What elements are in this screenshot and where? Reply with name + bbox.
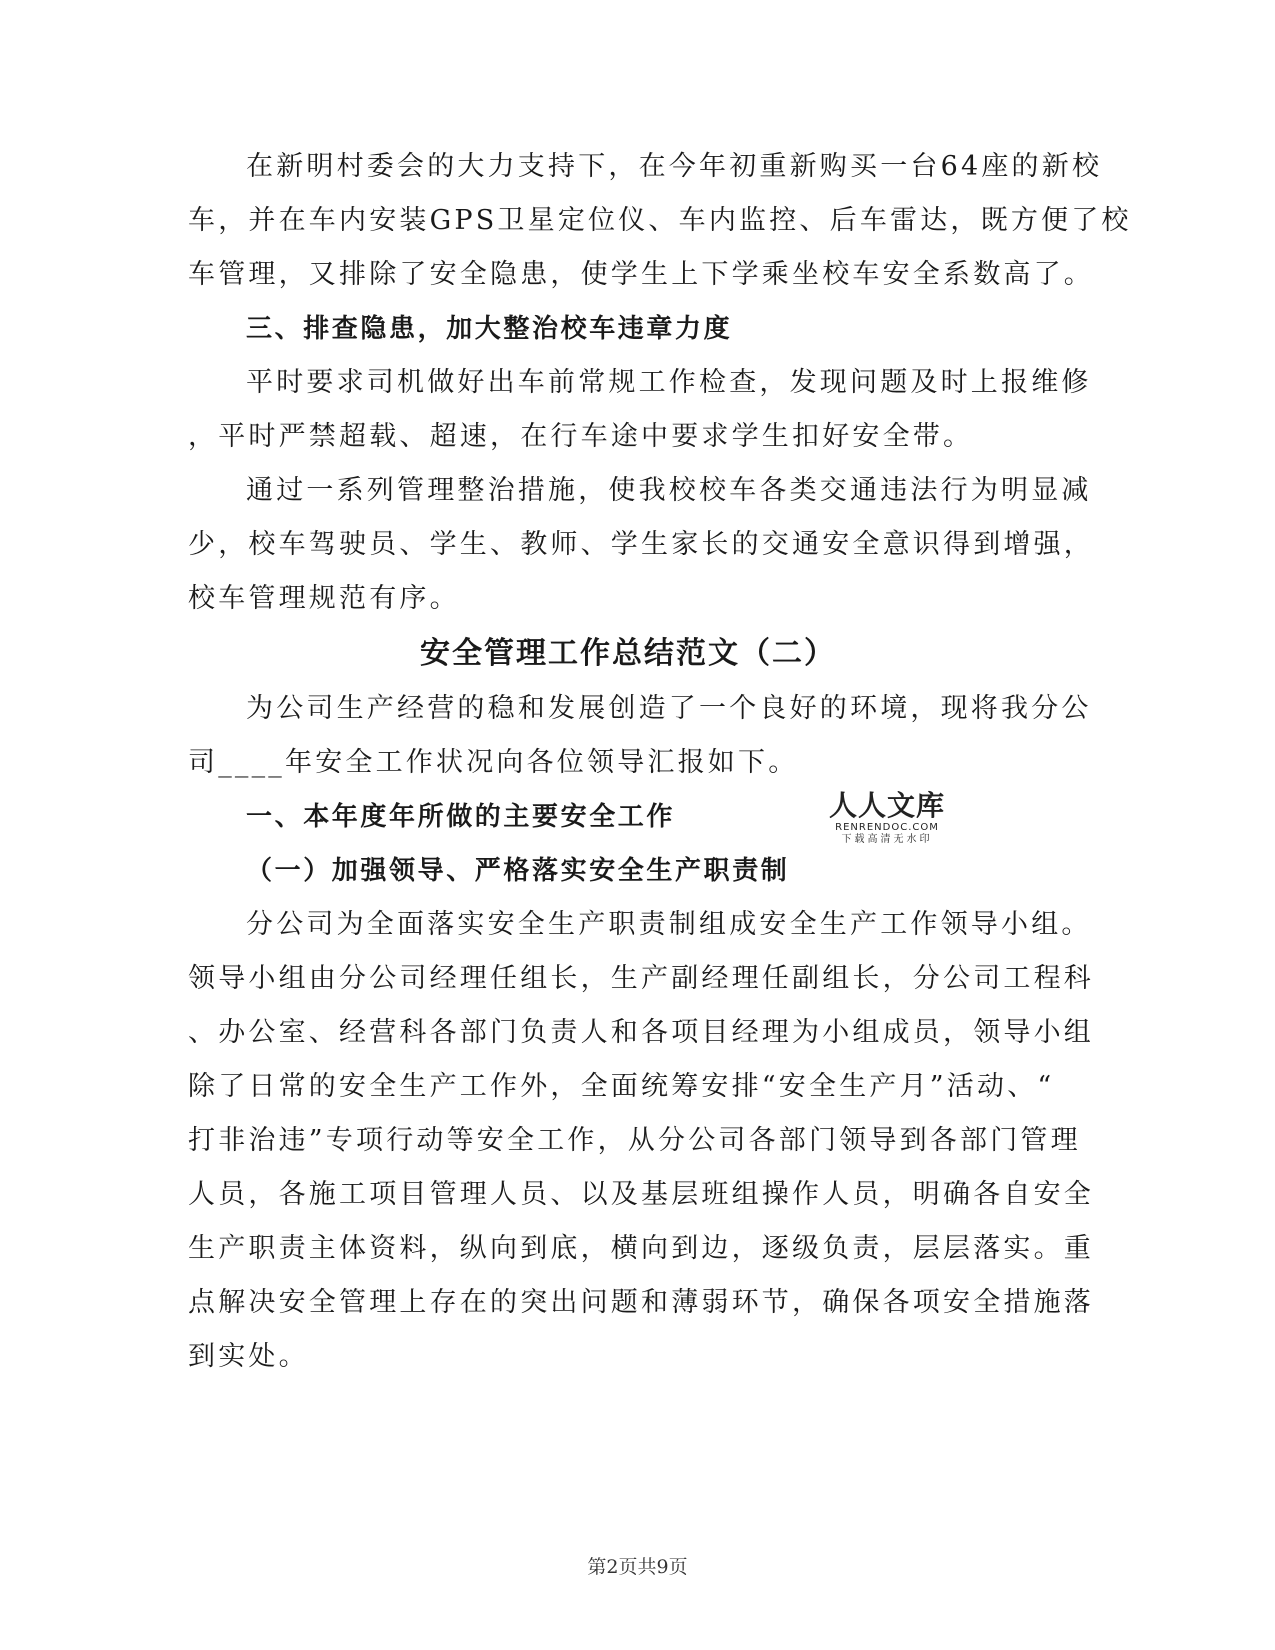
paragraph-line: 人员，各施工项目管理人员、以及基层班组操作人员，明确各自安全 bbox=[188, 1179, 1094, 1210]
paragraph-line: 在新明村委会的大力支持下，在今年初重新购买一台64座的新校 bbox=[246, 151, 1103, 182]
paragraph-line: 到实处。 bbox=[188, 1341, 309, 1372]
page-number: 第2页共9页 bbox=[587, 1556, 688, 1578]
paragraph-line: 生产职责主体资料，纵向到底，横向到边，逐级负责，层层落实。重 bbox=[188, 1233, 1094, 1264]
paragraph-line: 除了日常的安全生产工作外，全面统筹安排“安全生产月”活动、“ bbox=[188, 1071, 1055, 1102]
section-heading: 一、本年度年所做的主要安全工作 bbox=[246, 802, 676, 832]
paragraph-line: ，平时严禁超载、超速，在行车途中要求学生扣好安全带。 bbox=[188, 421, 974, 452]
paragraph-line: 打非治违”专项行动等安全工作，从分公司各部门领导到各部门管理 bbox=[188, 1125, 1081, 1156]
paragraph-line: 校车管理规范有序。 bbox=[188, 583, 460, 614]
section-part-two bbox=[188, 682, 1094, 1384]
paragraph-line: 车管理，又排除了安全隐患，使学生上下学乘坐校车安全系数高了。 bbox=[188, 259, 1094, 290]
paragraph-line: 点解决安全管理上存在的突出问题和薄弱环节，确保各项安全措施落 bbox=[188, 1287, 1094, 1318]
paragraph-line: 司____年安全工作状况向各位领导汇报如下。 bbox=[188, 747, 799, 778]
watermark-logo bbox=[822, 790, 952, 846]
watermark-site: RENRENDOC.COM bbox=[835, 822, 939, 833]
paragraph-line: 为公司生产经营的稳和发展创造了一个良好的环境，现将我分公 bbox=[246, 693, 1092, 724]
section-heading: 三、排查隐患，加大整治校车违章力度 bbox=[246, 314, 733, 344]
document-title: 安全管理工作总结范文（二） bbox=[420, 636, 836, 671]
paragraph-line: 通过一系列管理整治措施，使我校校车各类交通违法行为明显减 bbox=[246, 475, 1092, 506]
paragraph-line: 车，并在车内安装GPS卫星定位仪、车内监控、后车雷达，既方便了校 bbox=[188, 205, 1132, 236]
watermark-note: 下载高清无水印 bbox=[841, 834, 933, 845]
paragraph-line: 分公司为全面落实安全生产职责制组成安全生产工作领导小组。 bbox=[246, 909, 1092, 940]
paragraph-line: 、办公室、经营科各部门负责人和各项目经理为小组成员，领导小组 bbox=[188, 1017, 1094, 1048]
watermark-brand: 人人文库 bbox=[828, 789, 945, 822]
section-part-one bbox=[188, 140, 1132, 626]
subsection-heading: （一）加强领导、严格落实安全生产职责制 bbox=[246, 856, 790, 886]
paragraph-line: 领导小组由分公司经理任组长，生产副经理任副组长，分公司工程科 bbox=[188, 963, 1094, 994]
paragraph-line: 少，校车驾驶员、学生、教师、学生家长的交通安全意识得到增强， bbox=[188, 529, 1094, 560]
paragraph-line: 平时要求司机做好出车前常规工作检查，发现问题及时上报维修 bbox=[246, 367, 1092, 398]
document-body bbox=[188, 140, 1132, 1384]
